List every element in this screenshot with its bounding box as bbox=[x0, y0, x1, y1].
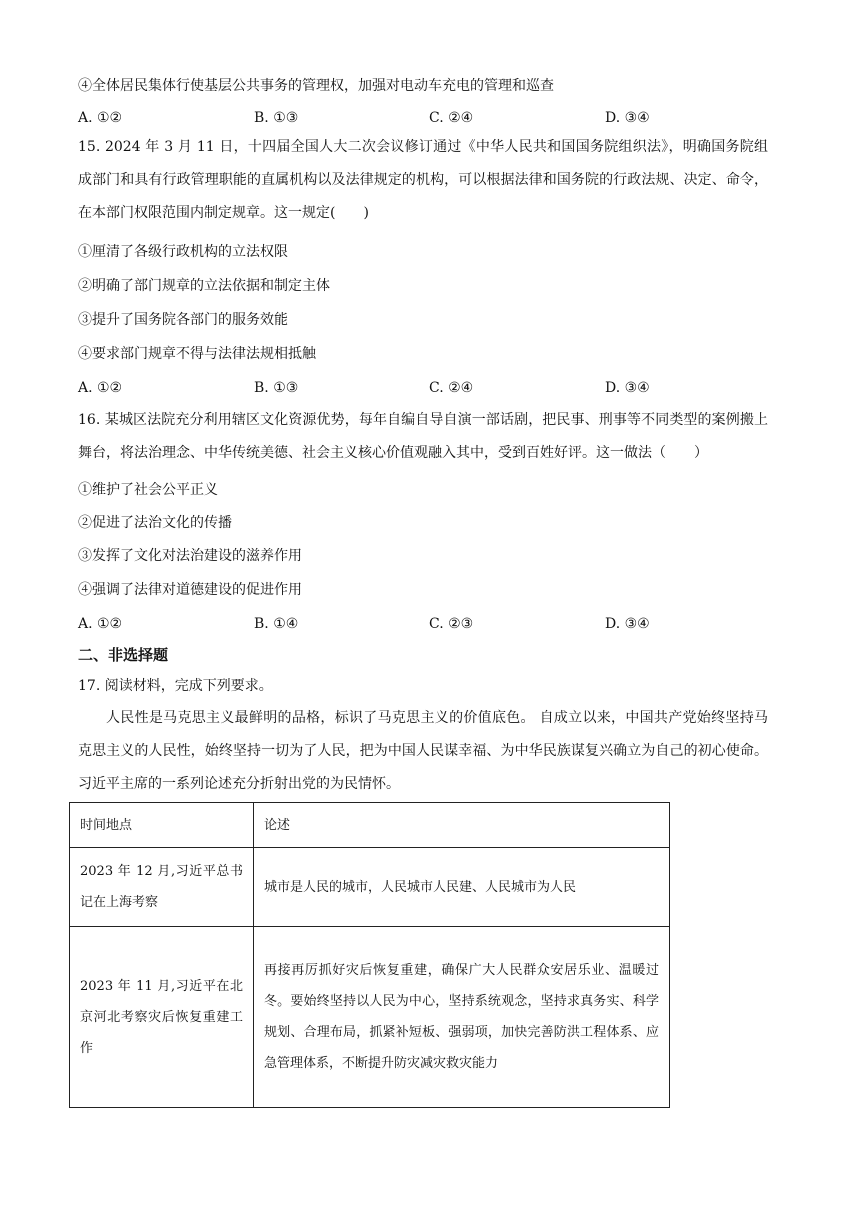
q14-options bbox=[78, 108, 778, 128]
q16-option-d: D. ③④ bbox=[605, 616, 650, 632]
table-cell-statement: 城市是人民的城市，人民城市人民建、人民城市为人民 bbox=[264, 879, 577, 895]
table-cell-time: 2023 年 11 月,习近平在北京河北考察灾后恢复重建工作 bbox=[80, 978, 243, 1056]
q15-option-d: D. ③④ bbox=[605, 380, 650, 396]
table-row bbox=[70, 848, 670, 927]
q16-item-2: ②促进了法治文化的传播 bbox=[78, 515, 232, 531]
q15-item-2: ②明确了部门规章的立法依据和制定主体 bbox=[78, 278, 330, 294]
q16-item-3: ③发挥了文化对法治建设的滋养作用 bbox=[78, 548, 302, 564]
table-cell-statement: 再接再厉抓好灾后恢复重建，确保广大人民群众安居乐业、温暖过冬。要始终坚持以人民为中心，坚持系统观念，坚持求真务实、科学规划、合理布局，抓紧补短板、强弱项，加快完善防洪工程体系、应急管理体系，不断提升防灾减灾救灾能力 bbox=[264, 963, 659, 1071]
q15-option-b: B. ①③ bbox=[254, 380, 299, 396]
q15-option-c: C. ②④ bbox=[429, 380, 474, 396]
q14-option-d: D. ③④ bbox=[605, 110, 650, 126]
q14-option-c: C. ②④ bbox=[429, 110, 474, 126]
q16-option-b: B. ①④ bbox=[254, 616, 299, 632]
q16-option-a: A. ①② bbox=[78, 616, 123, 632]
table-row bbox=[70, 927, 670, 1108]
q15-option-a: A. ①② bbox=[78, 380, 123, 396]
q16-item-4: ④强调了法律对道德建设的促进作用 bbox=[78, 582, 302, 598]
table-cell-time: 2023 年 12 月,习近平总书记在上海考察 bbox=[80, 864, 243, 910]
q14-option-a: A. ①② bbox=[78, 110, 123, 126]
q16-stem: 16. 某城区法院充分利用辖区文化资源优势，每年自编自导自演一部话剧，把民事、刑事等不同类型的案例搬上舞台，将法治理念、中华传统美德、社会主义核心价值观融入其中，受到百姓好评。这一做法（ ） bbox=[78, 412, 768, 461]
table-header-row bbox=[70, 803, 670, 848]
q16-options bbox=[78, 614, 778, 634]
q17-stem: 17. 阅读材料，完成下列要求。 bbox=[78, 678, 273, 694]
q17-material: 人民性是马克思主义最鲜明的品格，标识了马克思主义的价值底色。 自成立以来，中国共产党始终坚持马克思主义的人民性，始终坚持一切为了人民，把为中国人民谋幸福、为中华民族谋复兴确立为自己的初心使命。习近平主席的一系列论述充分折射出党的为民情怀。 bbox=[78, 710, 768, 792]
table-header-statement: 论述 bbox=[254, 803, 670, 848]
q17-table bbox=[69, 802, 670, 1108]
q14-option-b: B. ①③ bbox=[254, 110, 299, 126]
q15-stem: 15. 2024 年 3 月 11 日，十四届全国人大二次会议修订通过《中华人民共和国国务院组织法》，明确国务院组成部门和具有行政管理职能的直属机构以及法律规定的机构，可以根据法律和国务院的行政法规、决定、命令，在本部门权限范围内制定规章。这一规定( ) bbox=[78, 139, 768, 221]
q14-item-4: ④全体居民集体行使基层公共事务的管理权，加强对电动车充电的管理和巡查 bbox=[78, 78, 554, 94]
q15-item-1: ①厘清了各级行政机构的立法权限 bbox=[78, 244, 288, 260]
q15-options bbox=[78, 378, 778, 398]
q15-item-4: ④要求部门规章不得与法律法规相抵触 bbox=[78, 346, 316, 362]
table-header-time: 时间地点 bbox=[70, 803, 254, 848]
q16-item-1: ①维护了社会公平正义 bbox=[78, 482, 218, 498]
q15-item-3: ③提升了国务院各部门的服务效能 bbox=[78, 312, 288, 328]
q16-option-c: C. ②③ bbox=[429, 616, 474, 632]
section-heading: 二、非选择题 bbox=[78, 646, 169, 664]
